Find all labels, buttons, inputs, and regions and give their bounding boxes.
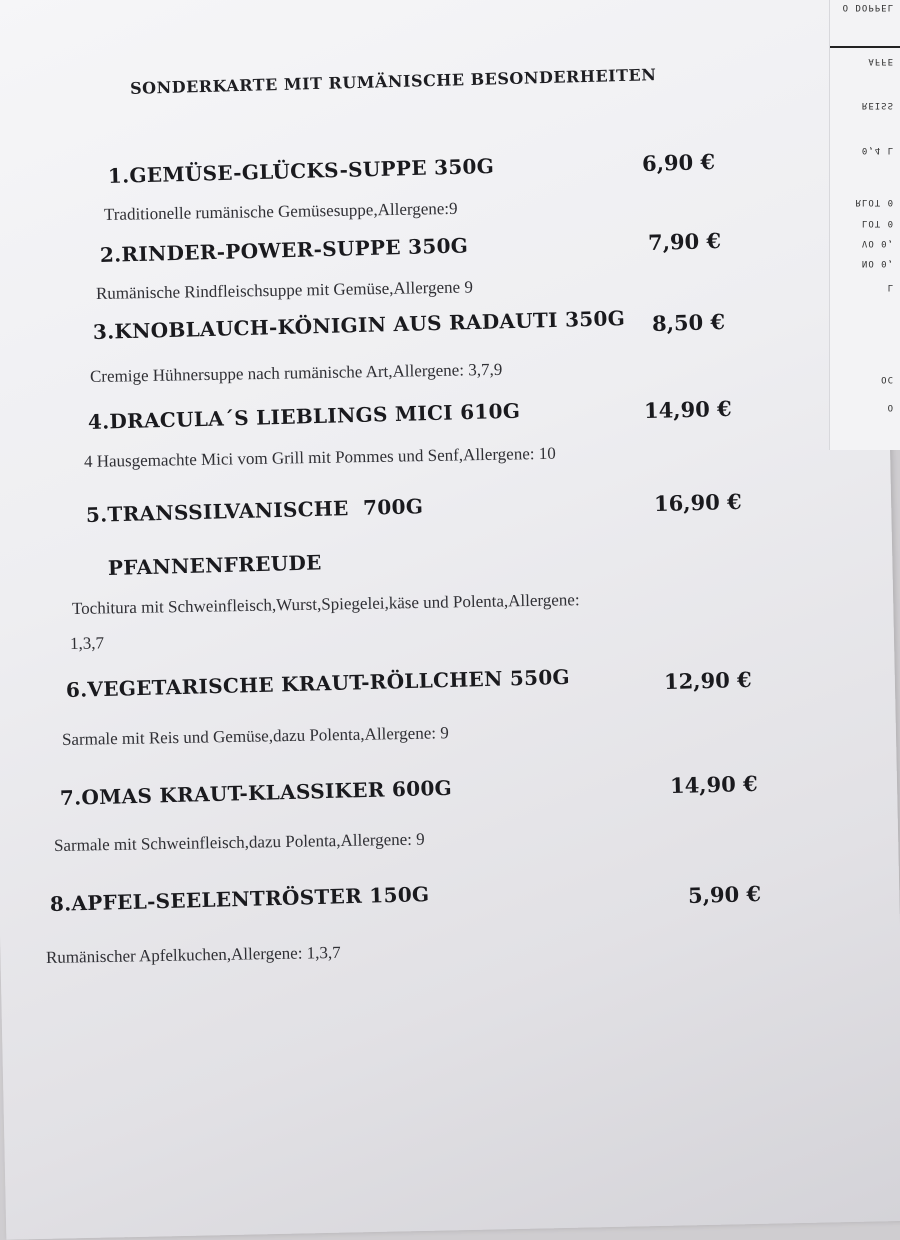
dish-description: Tochitura mit Schweinfleisch,Wurst,Spiegelei,käse und Polenta,Allergene: — [71, 590, 580, 618]
dish-price: 14,90 € — [643, 395, 732, 424]
dish-price: 7,90 € — [647, 228, 722, 255]
dish-price: 12,90 € — [663, 666, 752, 695]
dish-name: 8.APFEL-SEELENTRÖSTER 150G — [49, 882, 430, 916]
dish-price: 14,90 € — [669, 770, 758, 799]
dish-price: 16,90 € — [653, 488, 742, 517]
mirrored-text: LOT 0 — [861, 218, 894, 228]
mirrored-text: VO 0, — [861, 238, 894, 248]
dish-description: Sarmale mit Schweinfleisch,dazu Polenta,Allergene: 9 — [53, 829, 425, 855]
background-menu-sheet — [829, 0, 900, 450]
dish-description-continued: 1,3,7 — [69, 633, 105, 653]
dish-price: 8,50 € — [651, 309, 726, 336]
dish-description: Rumänische Rindfleischsuppe mit Gemüse,Allergene 9 — [95, 277, 474, 303]
divider-line — [830, 46, 900, 48]
menu-title: SONDERKARTE MIT RUMÄNISCHE BESONDERHEITEN — [129, 65, 657, 98]
mirrored-text: RLOT 0 — [855, 197, 894, 207]
dish-description: Sarmale mit Reis und Gemüse,dazu Polenta,Allergene: 9 — [61, 723, 449, 749]
dish-price: 6,90 € — [641, 149, 716, 176]
mirrored-text: L — [887, 282, 894, 292]
dish-name-continued: PFANNENFREUDE — [107, 550, 322, 580]
dish-description: Cremige Hühnersuppe nach rumänische Art,Allergene: 3,7,9 — [89, 359, 503, 386]
mirrored-text: AFFE — [868, 56, 894, 66]
mirrored-text: NO 0, — [861, 258, 894, 268]
dish-name: 6.VEGETARISCHE KRAUT-RÖLLCHEN 550G — [65, 664, 571, 702]
dish-description: Rumänischer Apfelkuchen,Allergene: 1,3,7 — [45, 942, 341, 967]
mirrored-text: O — [887, 402, 894, 412]
dish-name: 7.OMAS KRAUT-KLASSIKER 600G — [59, 775, 453, 810]
mirrored-text: 0,4 L — [861, 145, 894, 155]
dish-description: Traditionelle rumänische Gemüsesuppe,Allergene:9 — [103, 198, 458, 224]
dish-price: 5,90 € — [687, 881, 762, 908]
mirrored-text: O DOPPEL — [842, 2, 894, 12]
dish-name: 4.DRACULA´S LIEBLINGS MICI 610G — [87, 398, 521, 434]
dish-name: 5.TRANSSILVANISCHE 700G — [85, 494, 424, 527]
dish-name: 1.GEMÜSE-GLÜCKS-SUPPE 350G — [107, 153, 495, 188]
mirrored-text: REISS — [861, 100, 894, 110]
dish-name: 2.RINDER-POWER-SUPPE 350G — [99, 233, 469, 267]
dish-name: 3.KNOBLAUCH-KÖNIGIN AUS RADAUTI 350G — [92, 306, 626, 344]
dish-description: 4 Hausgemachte Mici vom Grill mit Pommes und Senf,Allergene: 10 — [83, 443, 556, 471]
mirrored-text: OC — [881, 374, 894, 384]
